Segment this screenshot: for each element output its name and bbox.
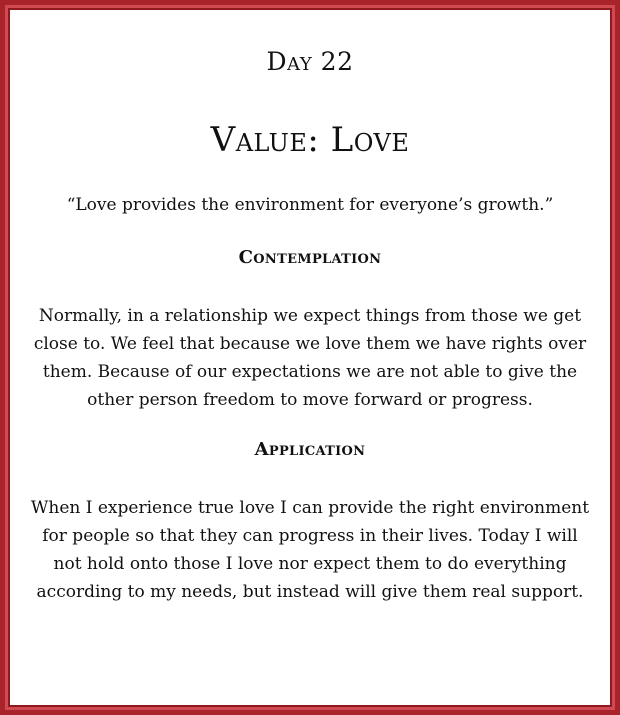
application-heading: Application [254, 439, 366, 460]
contemplation-text: Normally, in a relationship we expect things from those we get close to. We feel that because we love them we have rights over them. Because of our expectations we are not able to give the other person freedom to move forward or progress. [33, 306, 587, 410]
contemplation-heading: Contemplation [238, 247, 382, 268]
application-text: When I experience true love I can provide the right environment for people so that they can progress in their lives. Today I will not hold onto those I love nor expect them to do everything according to my needs, but instead will give them real support. [30, 498, 590, 602]
border-inner [5, 5, 615, 710]
quote: “Love provides the environment for everyone’s growth.” [66, 195, 554, 215]
day-label: Day 22 [266, 47, 354, 76]
border-core [8, 8, 612, 707]
page-title: Value: Love [210, 120, 410, 160]
page [10, 10, 610, 705]
